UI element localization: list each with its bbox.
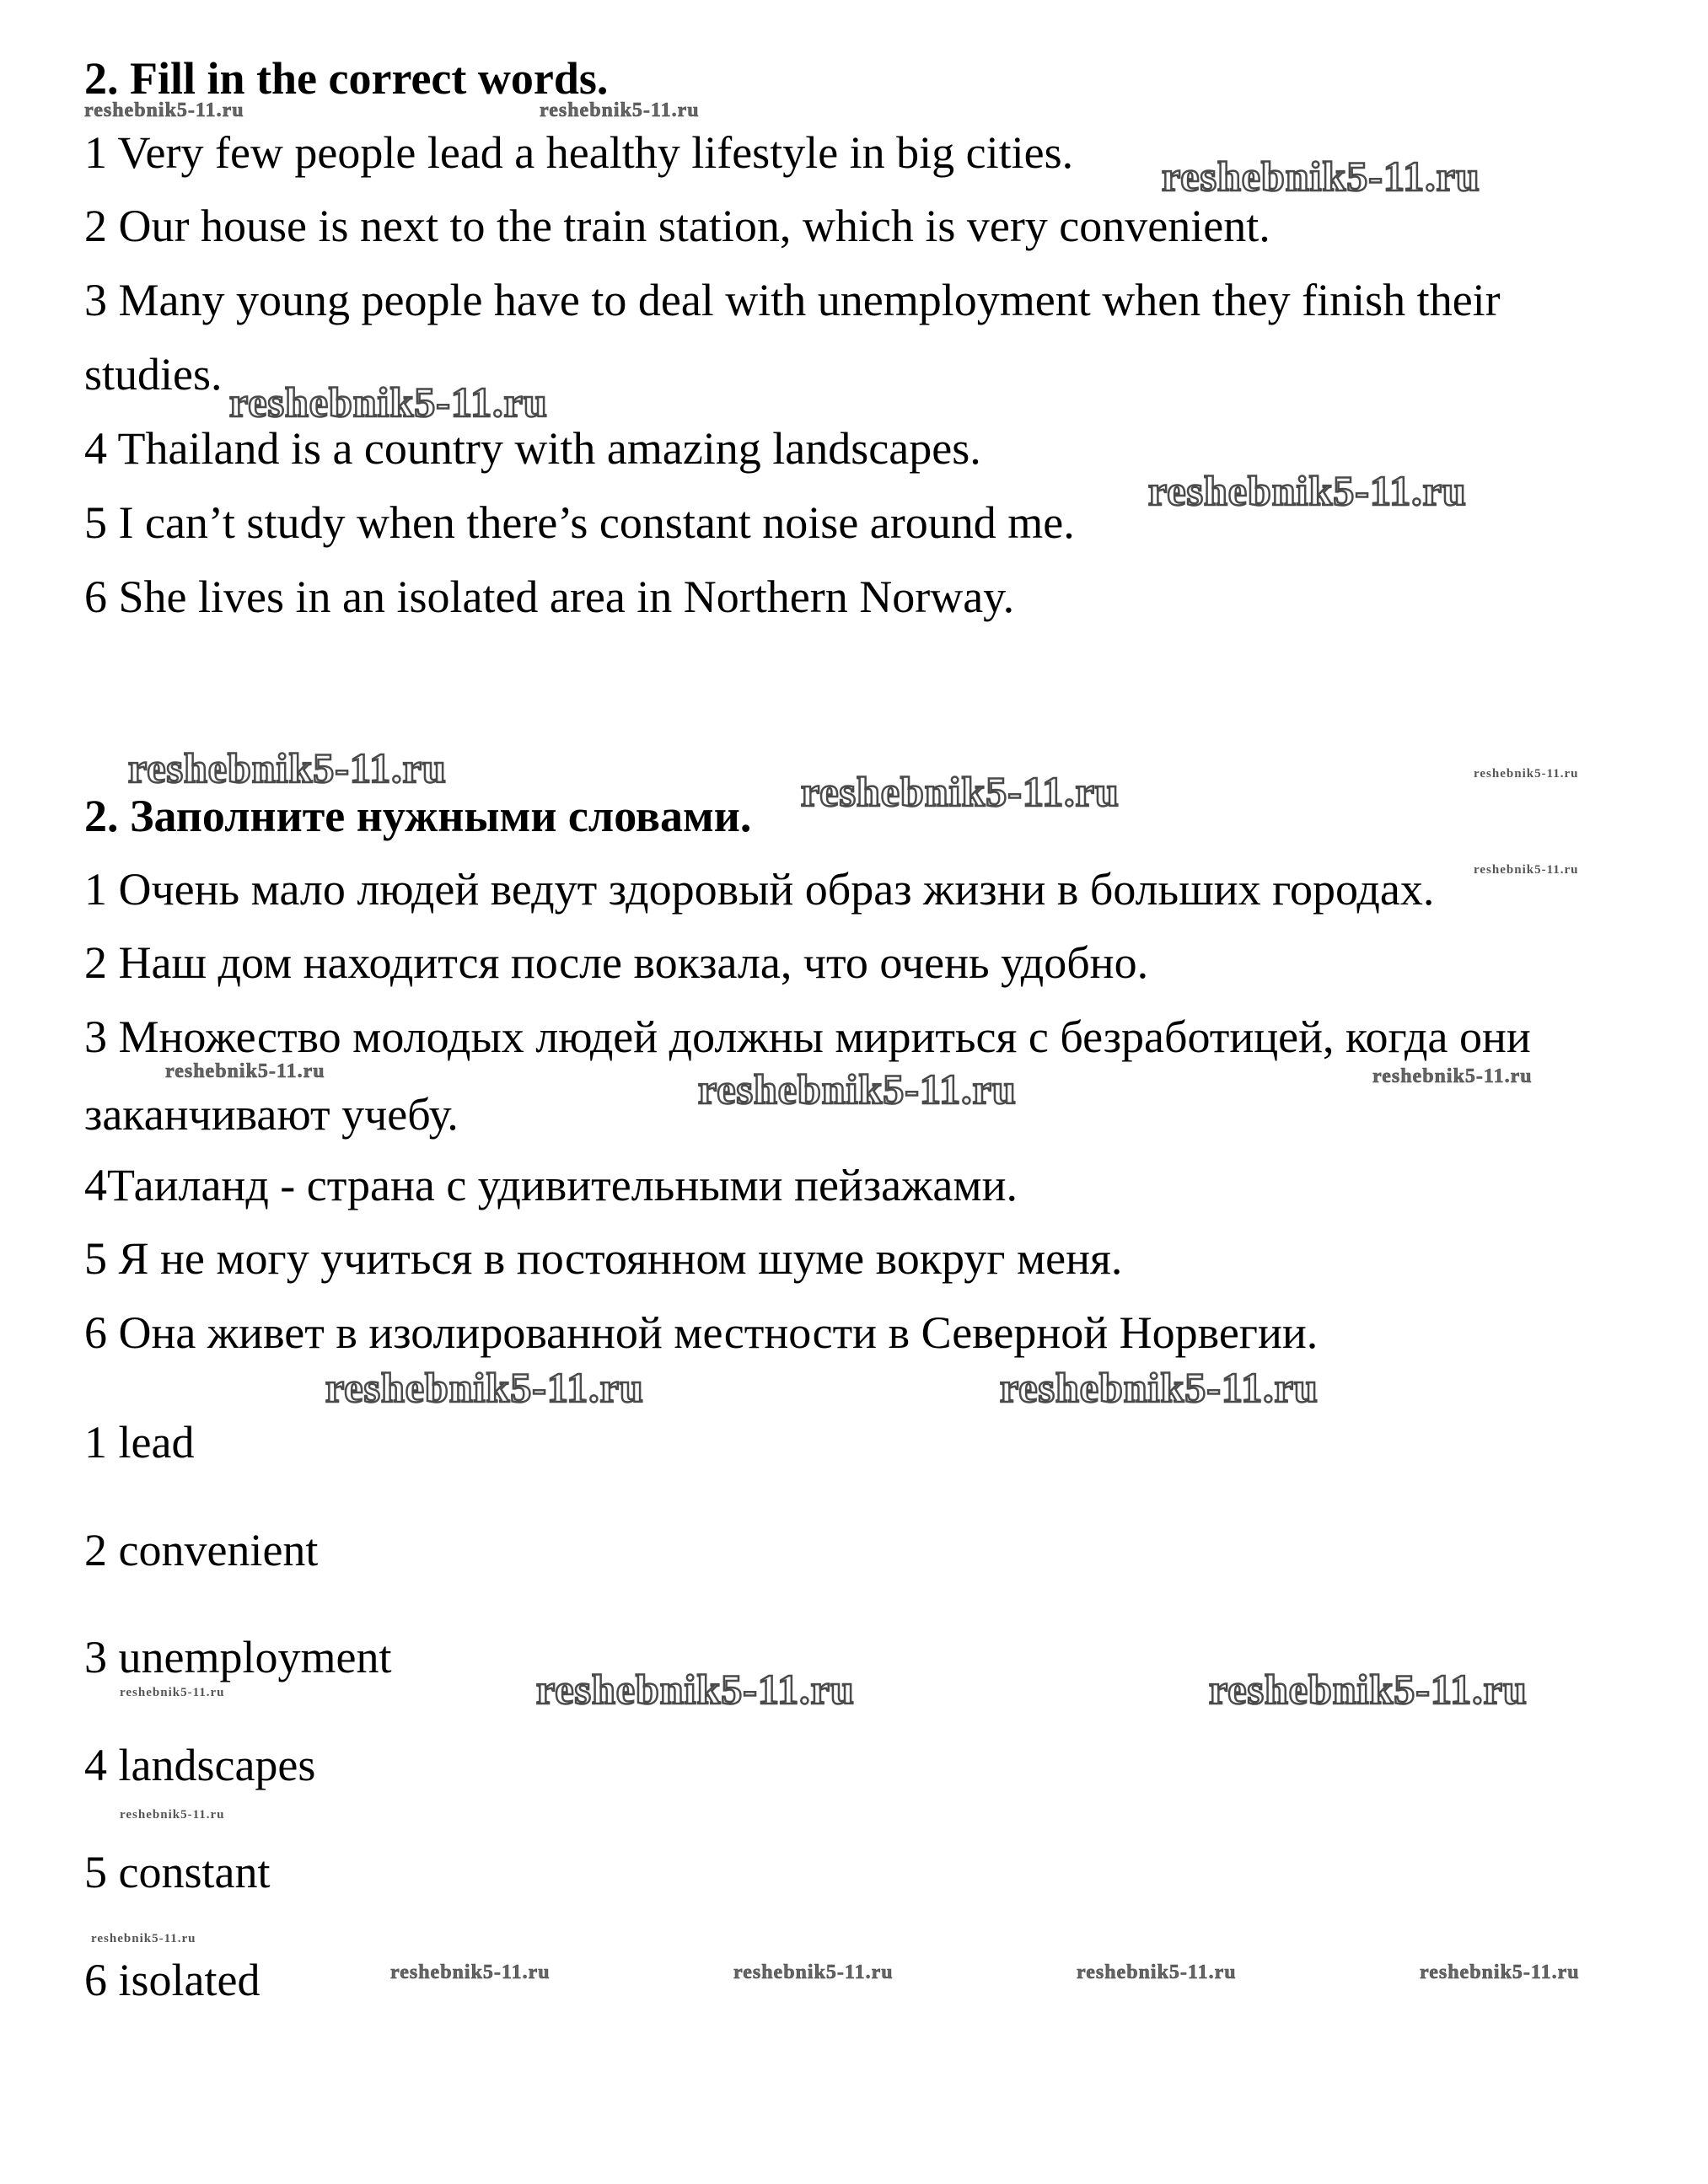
watermark: reshebnik5-11.ru	[540, 99, 700, 121]
russian-line-1: 1 Очень мало людей ведут здоровый образ жизни в больших городах.	[84, 864, 1435, 915]
russian-line-6: 6 Она живет в изолированной местности в Северной Норвегии.	[84, 1307, 1319, 1358]
english-line-6: 6 She lives in an isolated area in Northern Norway.	[84, 571, 1015, 622]
watermark: reshebnik5-11.ru	[1148, 467, 1467, 514]
watermark: reshebnik5-11.ru	[1372, 1065, 1533, 1087]
watermark: reshebnik5-11.ru	[390, 1961, 551, 1983]
watermark: reshebnik5-11.ru	[1000, 1364, 1319, 1411]
watermark: reshebnik5-11.ru	[698, 1065, 1017, 1113]
watermark: reshebnik5-11.ru	[91, 1932, 196, 1945]
watermark: reshebnik5-11.ru	[1420, 1961, 1580, 1983]
watermark: reshebnik5-11.ru	[128, 744, 447, 791]
answer-4: 4 landscapes	[84, 1740, 316, 1790]
russian-line-3: 3 Множество молодых людей должны мириться с безработицей, когда они	[84, 1012, 1531, 1062]
english-line-3: 3 Many young people have to deal with unemployment when they finish their	[84, 275, 1501, 325]
answer-6: 6 isolated	[84, 1955, 260, 2005]
russian-heading: 2. Заполните нужными словами.	[84, 791, 752, 841]
answer-1: 1 lead	[84, 1417, 195, 1468]
english-line-2: 2 Our house is next to the train station, which is very convenient.	[84, 201, 1270, 251]
answer-5: 5 constant	[84, 1847, 271, 1897]
watermark: reshebnik5-11.ru	[1162, 153, 1480, 200]
watermark: reshebnik5-11.ru	[1209, 1666, 1528, 1713]
english-line-1: 1 Very few people lead a healthy lifestyle in big cities.	[84, 127, 1074, 178]
watermark: reshebnik5-11.ru	[120, 1808, 225, 1822]
watermark: reshebnik5-11.ru	[1474, 863, 1579, 877]
watermark: reshebnik5-11.ru	[84, 99, 244, 121]
english-line-3-continued: studies.	[84, 349, 223, 400]
watermark: reshebnik5-11.ru	[733, 1961, 894, 1983]
answer-3: 3 unemployment	[84, 1632, 392, 1682]
answer-2: 2 convenient	[84, 1525, 319, 1575]
english-line-5: 5 I can’t study when there’s constant noise around me.	[84, 497, 1075, 548]
watermark: reshebnik5-11.ru	[536, 1666, 855, 1713]
english-line-4: 4 Thailand is a country with amazing landscapes.	[84, 423, 981, 474]
watermark: reshebnik5-11.ru	[1474, 767, 1579, 781]
russian-line-3-continued: заканчивают учебу.	[84, 1089, 459, 1140]
watermark: reshebnik5-11.ru	[165, 1060, 325, 1082]
watermark: reshebnik5-11.ru	[325, 1364, 644, 1411]
watermark: reshebnik5-11.ru	[1077, 1961, 1237, 1983]
english-heading: 2. Fill in the correct words.	[84, 53, 609, 104]
watermark: reshebnik5-11.ru	[229, 378, 548, 426]
watermark: reshebnik5-11.ru	[801, 768, 1120, 815]
russian-line-4: 4Таиланд - страна с удивительными пейзажами.	[84, 1160, 1018, 1210]
russian-line-2: 2 Наш дом находится после вокзала, что очень удобно.	[84, 937, 1149, 988]
watermark: reshebnik5-11.ru	[120, 1686, 225, 1699]
russian-line-5: 5 Я не могу учиться в постоянном шуме вокруг меня.	[84, 1233, 1123, 1284]
